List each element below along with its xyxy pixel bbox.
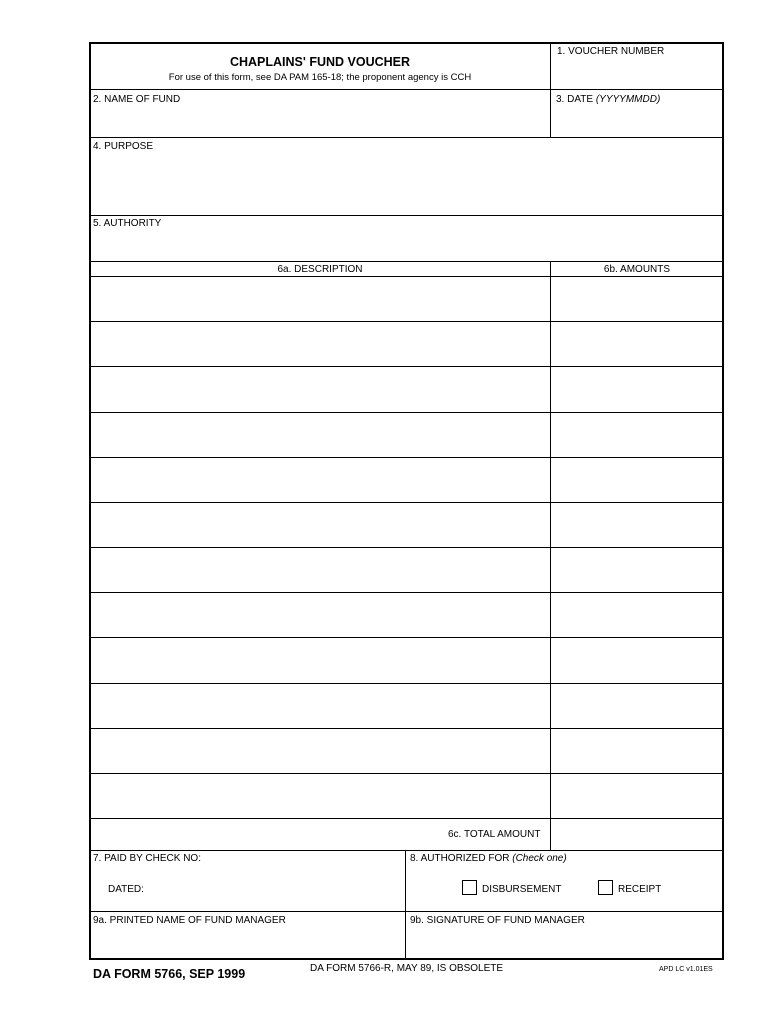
divider	[90, 215, 723, 216]
description-cell[interactable]	[91, 322, 549, 365]
amount-cell[interactable]	[551, 503, 722, 546]
description-cell[interactable]	[91, 774, 549, 817]
authority-field[interactable]	[91, 231, 722, 260]
authority-label: 5. AUTHORITY	[93, 218, 162, 229]
table-row-divider	[90, 457, 723, 458]
table-row-divider	[90, 502, 723, 503]
check-number-field[interactable]	[210, 851, 403, 867]
divider	[90, 911, 723, 912]
amount-cell[interactable]	[551, 413, 722, 456]
authorized-for-hint: (Check one)	[512, 853, 567, 864]
divider	[90, 89, 723, 90]
paid-by-check-label: 7. PAID BY CHECK NO:	[93, 853, 201, 864]
description-cell[interactable]	[91, 458, 549, 501]
table-row-divider	[90, 321, 723, 322]
table-row-divider	[90, 592, 723, 593]
dated-label: DATED:	[108, 884, 144, 895]
amount-cell[interactable]	[551, 593, 722, 636]
total-amount-field[interactable]	[551, 819, 722, 849]
description-cell[interactable]	[91, 593, 549, 636]
divider	[90, 137, 723, 138]
description-cell[interactable]	[91, 729, 549, 772]
disbursement-checkbox[interactable]	[462, 880, 477, 895]
amount-cell[interactable]	[551, 729, 722, 772]
amount-cell[interactable]	[551, 548, 722, 591]
description-cell[interactable]	[91, 638, 549, 681]
amount-cell[interactable]	[551, 774, 722, 817]
amount-cell[interactable]	[551, 367, 722, 410]
divider	[90, 850, 723, 851]
description-cell[interactable]	[91, 548, 549, 591]
table-row-divider	[90, 547, 723, 548]
printed-name-field[interactable]	[91, 929, 404, 958]
amount-cell[interactable]	[551, 322, 722, 365]
name-of-fund-label: 2. NAME OF FUND	[93, 94, 181, 105]
form-title: CHAPLAINS' FUND VOUCHER	[229, 55, 411, 69]
date-format-hint: (YYYYMMDD)	[595, 94, 661, 105]
description-header: 6a. DESCRIPTION	[277, 264, 363, 275]
voucher-number-label: 1. VOUCHER NUMBER	[557, 46, 665, 57]
description-cell[interactable]	[91, 503, 549, 546]
dated-field[interactable]	[150, 878, 403, 902]
table-row-divider	[90, 683, 723, 684]
description-cell[interactable]	[91, 367, 549, 410]
description-cell[interactable]	[91, 684, 549, 727]
name-of-fund-field[interactable]	[91, 107, 549, 136]
divider	[90, 261, 723, 262]
receipt-label: RECEIPT	[618, 884, 662, 895]
table-row-divider	[90, 773, 723, 774]
description-cell[interactable]	[91, 413, 549, 456]
table-row-divider	[90, 412, 723, 413]
printed-name-label: 9a. PRINTED NAME OF FUND MANAGER	[93, 915, 286, 926]
amount-cell[interactable]	[551, 277, 722, 320]
obsolete-note: DA FORM 5766-R, MAY 89, IS OBSOLETE	[310, 963, 504, 974]
amount-cell[interactable]	[551, 638, 722, 681]
date-field[interactable]	[551, 107, 722, 136]
version-note: APD LC v1.01ES	[659, 966, 713, 973]
form-subtitle: For use of this form, see DA PAM 165-18; the proponent agency is CCH	[168, 72, 472, 83]
voucher-number-field[interactable]	[551, 60, 722, 89]
authorized-for-label-wrap	[410, 853, 567, 865]
date-label: 3. DATE	[556, 94, 594, 105]
amount-cell[interactable]	[551, 458, 722, 501]
purpose-field[interactable]	[91, 154, 722, 214]
form-identifier: DA FORM 5766, SEP 1999	[93, 967, 246, 981]
receipt-checkbox[interactable]	[598, 880, 613, 895]
description-cell[interactable]	[91, 277, 549, 320]
signature-label: 9b. SIGNATURE OF FUND MANAGER	[410, 915, 585, 926]
total-amount-label: 6c. TOTAL AMOUNT	[448, 829, 541, 840]
table-row-divider	[90, 728, 723, 729]
amount-cell[interactable]	[551, 684, 722, 727]
disbursement-label: DISBURSEMENT	[482, 884, 562, 895]
date-label-wrap	[556, 94, 660, 106]
table-row-divider	[90, 366, 723, 367]
purpose-label: 4. PURPOSE	[93, 141, 154, 152]
table-row-divider	[90, 637, 723, 638]
authorized-for-label: 8. AUTHORIZED FOR	[410, 853, 510, 864]
signature-field[interactable]	[406, 929, 722, 958]
amounts-header: 6b. AMOUNTS	[603, 264, 671, 275]
